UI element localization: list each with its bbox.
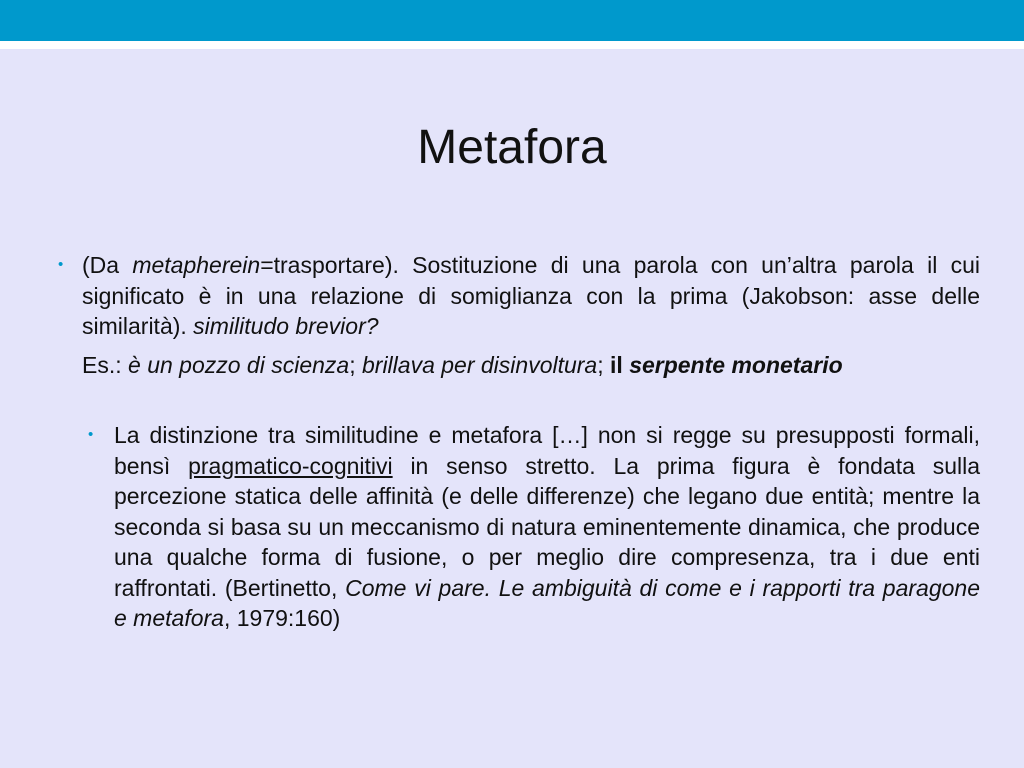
bullet-item-quotation [58, 420, 980, 634]
examples-sep-2: ; [597, 351, 611, 378]
top-white-stripe [0, 41, 1024, 49]
example-3-article: il [610, 351, 623, 378]
bullet-dot-icon: • [88, 426, 94, 443]
definition-text-2: =trasportare). Sostituzione di una parola con un’altra parola il cui significato è in una relazione di somiglianza con la prima (Jakobson: asse delle similarità). [82, 252, 980, 339]
quote-text-1: La distinzione tra similitudine e metafora […] non si regge su presupposti formali, bensì [114, 422, 980, 479]
example-1: è un pozzo di scienza [128, 351, 350, 378]
quote-text-2: in senso stretto. La prima figura è fondata sulla percezione statica delle affinità (e delle differenze) che legano due entità; mentre la seconda si basa su un meccanismo di natura eminentemente dinamica, che produce una qualche forma di fusione, o per meglio dire compresenza, tra i due enti raffrontati. (Bertinetto, [114, 452, 980, 601]
quote-source-title: Come vi pare. Le ambiguità di come e i rapporti tra paragone e metafora [114, 574, 981, 631]
examples-paragraph [58, 350, 980, 381]
bullet-item-definition [58, 250, 980, 342]
top-accent-bar [0, 0, 1024, 41]
quote-underlined-term: pragmatico-cognitivi [188, 452, 393, 479]
example-2: brillava per disinvoltura [362, 351, 598, 378]
example-3: serpente monetario [629, 351, 843, 378]
examples-sep-1: ; [349, 351, 362, 378]
definition-etymology: metapherein [132, 252, 261, 278]
bullet-dot-icon: • [58, 256, 64, 273]
examples-lead: Es.: [82, 351, 129, 378]
slide-title: Metafora [417, 121, 607, 174]
definition-text-1: (Da [82, 252, 133, 278]
definition-latin: similitudo brevior? [193, 313, 379, 339]
slide-body [58, 250, 980, 634]
quote-citation: , 1979:160) [223, 605, 341, 631]
